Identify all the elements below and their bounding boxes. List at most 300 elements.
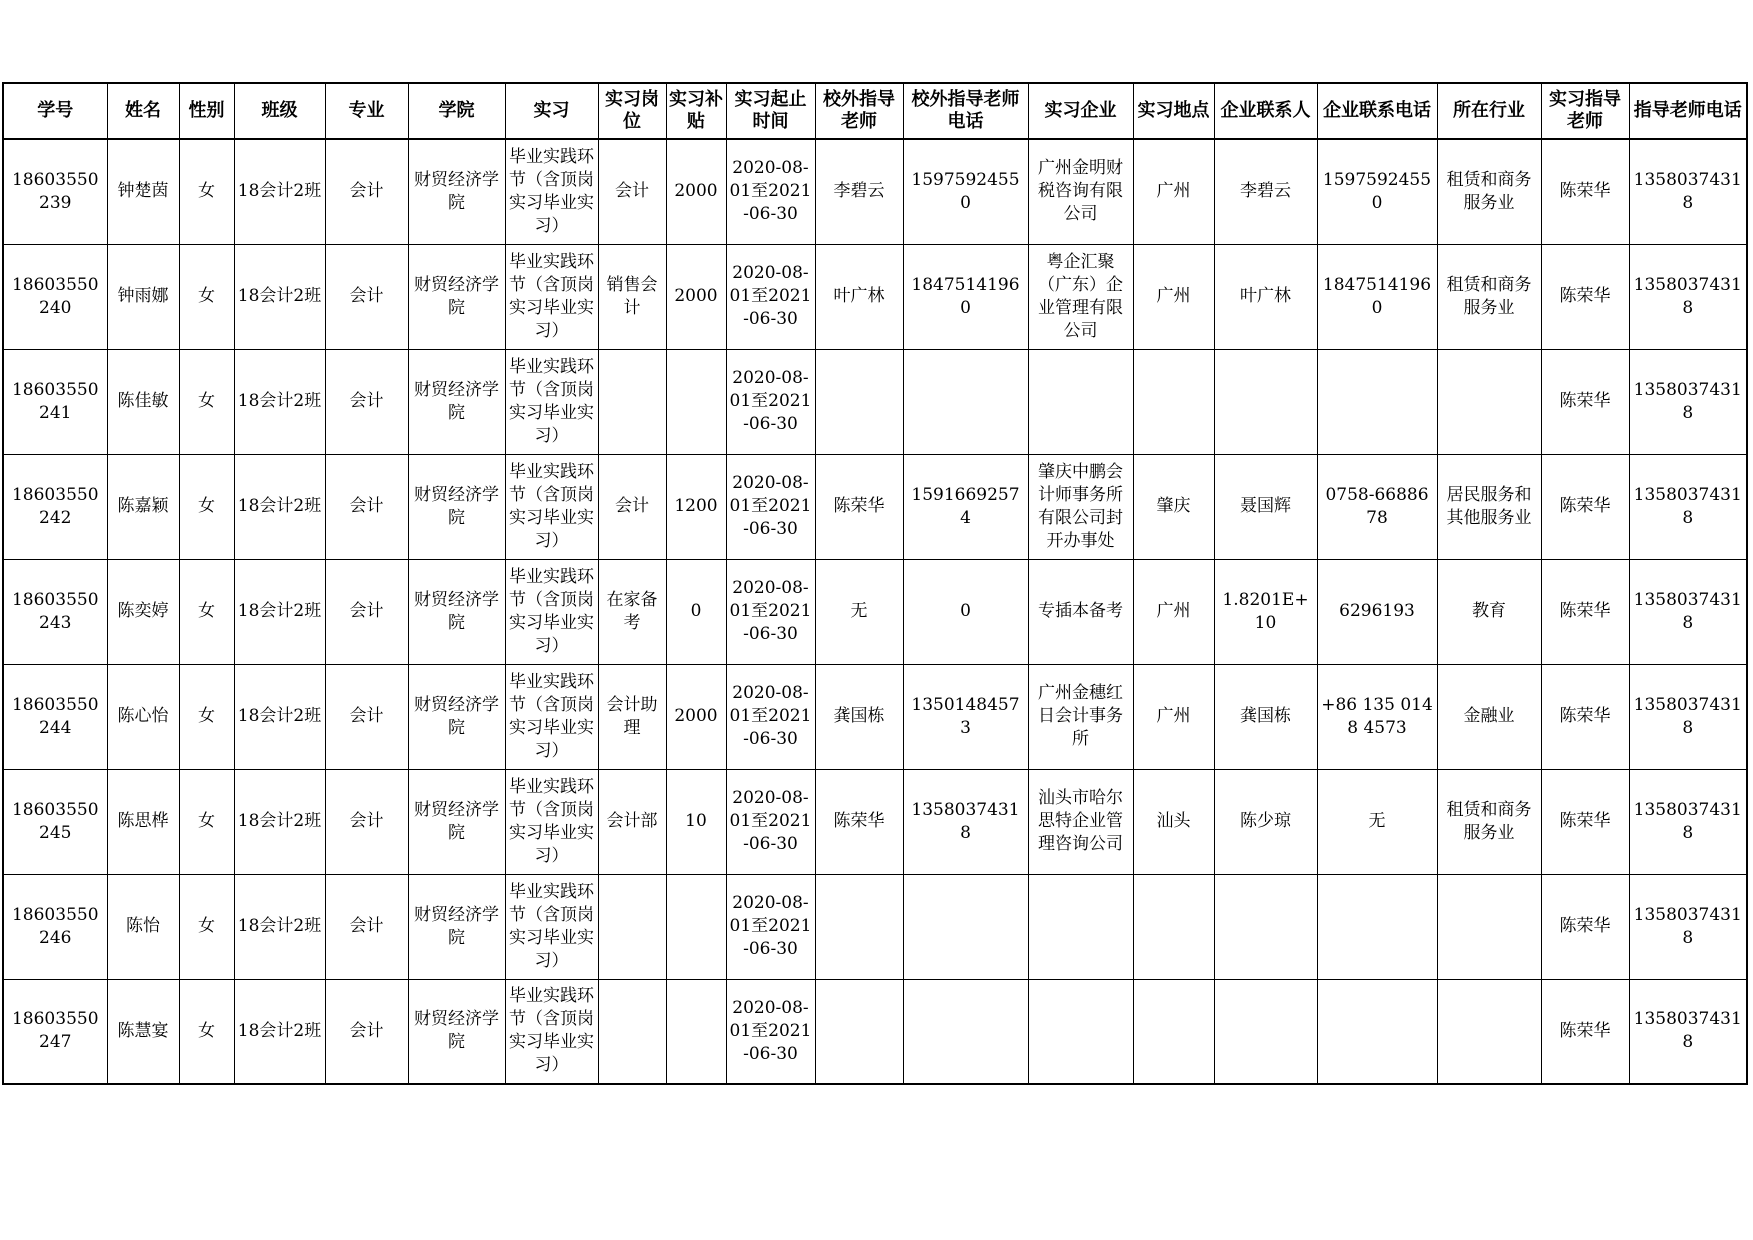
mentor-cell xyxy=(1541,979,1629,1084)
col-header-contact-phone: 企业联系电话 xyxy=(1317,83,1437,139)
student-id-cell-text: 18603550244 xyxy=(11,694,99,738)
internship-cell-text: 毕业实践环节（含顶岗实习毕业实习） xyxy=(509,566,594,656)
col-header-student-id: 学号 xyxy=(3,83,107,139)
class-cell-text: 18会计2班 xyxy=(237,1020,322,1041)
mentor-phone-cell xyxy=(1629,244,1747,349)
position-cell-text: 会计 xyxy=(615,181,649,202)
subsidy-cell-text: 2000 xyxy=(674,286,718,306)
college-cell-text: 财贸经济学院 xyxy=(414,484,499,528)
industry-cell xyxy=(1437,664,1541,769)
table-row xyxy=(3,244,1747,349)
period-cell-text: 2020-08-01至2021-06-30 xyxy=(729,473,812,539)
col-header-major: 专业 xyxy=(325,83,408,139)
name-cell-text: 陈慧宴 xyxy=(117,1020,169,1041)
ext-mentor-phone-cell xyxy=(903,454,1028,559)
mentor-cell-text: 陈荣华 xyxy=(1559,706,1611,726)
mentor-phone-cell xyxy=(1629,664,1747,769)
company-cell xyxy=(1028,139,1133,244)
mentor-phone-cell xyxy=(1629,349,1747,454)
college-cell xyxy=(408,349,505,454)
class-cell xyxy=(234,664,325,769)
ext-mentor-cell-text: 无 xyxy=(850,601,868,621)
subsidy-cell xyxy=(666,664,726,769)
ext-mentor-phone-cell xyxy=(903,349,1028,454)
college-cell xyxy=(408,979,505,1084)
location-cell xyxy=(1133,664,1214,769)
table-row xyxy=(3,139,1747,244)
company-cell-text: 广州金明财税咨询有限公司 xyxy=(1038,158,1123,225)
mentor-cell-text: 陈荣华 xyxy=(1559,601,1611,621)
col-header-ext-mentor-phone: 校外指导老师电话 xyxy=(903,83,1028,139)
table-row xyxy=(3,769,1747,874)
gender-cell xyxy=(179,874,234,979)
ext-mentor-cell xyxy=(815,349,903,454)
ext-mentor-cell-text: 陈荣华 xyxy=(833,496,885,516)
ext-mentor-phone-cell-text: 15975924550 xyxy=(911,169,1020,213)
subsidy-cell xyxy=(666,244,726,349)
name-cell-text: 陈嘉颖 xyxy=(117,496,169,516)
ext-mentor-phone-cell xyxy=(903,244,1028,349)
major-cell-text: 会计 xyxy=(349,391,384,411)
location-cell xyxy=(1133,979,1214,1084)
mentor-phone-cell-text: 13580374318 xyxy=(1633,589,1742,633)
position-cell-text: 会计助理 xyxy=(606,694,658,738)
student-id-cell xyxy=(3,874,107,979)
company-cell xyxy=(1028,349,1133,454)
internship-cell-text: 毕业实践环节（含顶岗实习毕业实习） xyxy=(509,881,594,971)
ext-mentor-phone-cell-text: 15916692574 xyxy=(911,484,1020,528)
gender-cell-text: 女 xyxy=(198,496,215,516)
college-cell-text: 财贸经济学院 xyxy=(414,274,499,318)
company-cell xyxy=(1028,559,1133,664)
college-cell xyxy=(408,454,505,559)
industry-cell-text: 租赁和商务服务业 xyxy=(1446,799,1532,843)
mentor-phone-cell-text: 13580374318 xyxy=(1633,379,1742,423)
table-row xyxy=(3,979,1747,1084)
mentor-cell xyxy=(1541,559,1629,664)
internship-cell xyxy=(505,769,598,874)
student-id-cell xyxy=(3,139,107,244)
name-cell xyxy=(107,244,179,349)
industry-cell xyxy=(1437,979,1541,1084)
contact-phone-cell xyxy=(1317,559,1437,664)
contact-phone-cell xyxy=(1317,979,1437,1084)
industry-cell xyxy=(1437,559,1541,664)
table-row xyxy=(3,349,1747,454)
mentor-phone-cell xyxy=(1629,769,1747,874)
mentor-cell xyxy=(1541,664,1629,769)
subsidy-cell xyxy=(666,979,726,1084)
major-cell xyxy=(325,244,408,349)
name-cell xyxy=(107,139,179,244)
college-cell xyxy=(408,139,505,244)
industry-cell xyxy=(1437,349,1541,454)
period-cell-text: 2020-08-01至2021-06-30 xyxy=(729,578,812,644)
ext-mentor-phone-cell xyxy=(903,769,1028,874)
col-header-company: 实习企业 xyxy=(1028,83,1133,139)
major-cell xyxy=(325,559,408,664)
location-cell xyxy=(1133,874,1214,979)
name-cell xyxy=(107,769,179,874)
subsidy-cell-text: 1200 xyxy=(674,496,718,516)
col-header-mentor-phone: 指导老师电话 xyxy=(1629,83,1747,139)
col-header-college: 学院 xyxy=(408,83,505,139)
location-cell-text: 广州 xyxy=(1156,706,1191,726)
name-cell-text: 钟楚茵 xyxy=(117,181,169,202)
internship-cell xyxy=(505,454,598,559)
industry-cell-text: 租赁和商务服务业 xyxy=(1446,169,1532,213)
company-cell xyxy=(1028,454,1133,559)
location-cell xyxy=(1133,769,1214,874)
class-cell xyxy=(234,244,325,349)
ext-mentor-phone-cell xyxy=(903,874,1028,979)
student-id-cell-text: 18603550245 xyxy=(11,799,99,843)
period-cell-text: 2020-08-01至2021-06-30 xyxy=(729,158,812,225)
subsidy-cell-text: 2000 xyxy=(674,706,718,726)
position-cell xyxy=(598,139,666,244)
position-cell xyxy=(598,664,666,769)
period-cell-text: 2020-08-01至2021-06-30 xyxy=(729,263,812,329)
student-id-cell-text: 18603550242 xyxy=(11,484,99,528)
gender-cell-text: 女 xyxy=(198,181,215,202)
mentor-phone-cell xyxy=(1629,874,1747,979)
subsidy-cell xyxy=(666,769,726,874)
company-cell-text: 广州金穗红日会计事务所 xyxy=(1038,683,1123,749)
student-id-cell xyxy=(3,979,107,1084)
ext-mentor-phone-cell xyxy=(903,664,1028,769)
major-cell xyxy=(325,454,408,559)
period-cell-text: 2020-08-01至2021-06-30 xyxy=(729,997,812,1064)
industry-cell xyxy=(1437,244,1541,349)
internship-cell xyxy=(505,874,598,979)
company-cell xyxy=(1028,244,1133,349)
internship-cell-text: 毕业实践环节（含顶岗实习毕业实习） xyxy=(509,776,594,866)
col-header-mentor: 实习指导老师 xyxy=(1541,83,1629,139)
period-cell xyxy=(726,979,815,1084)
location-cell-text: 广州 xyxy=(1156,181,1191,202)
major-cell xyxy=(325,874,408,979)
period-cell xyxy=(726,349,815,454)
industry-cell xyxy=(1437,139,1541,244)
mentor-phone-cell-text: 13580374318 xyxy=(1633,484,1742,528)
position-cell xyxy=(598,979,666,1084)
mentor-phone-cell-text: 13580374318 xyxy=(1633,799,1742,843)
position-cell-text: 在家备考 xyxy=(606,589,658,633)
name-cell xyxy=(107,454,179,559)
company-cell xyxy=(1028,769,1133,874)
major-cell-text: 会计 xyxy=(349,1020,384,1041)
location-cell-text: 肇庆 xyxy=(1156,496,1191,516)
contact-phone-cell xyxy=(1317,349,1437,454)
contact-cell xyxy=(1214,874,1317,979)
mentor-phone-cell-text: 13580374318 xyxy=(1633,274,1742,318)
contact-phone-cell-text: 18475141960 xyxy=(1322,274,1432,318)
col-header-class: 班级 xyxy=(234,83,325,139)
ext-mentor-cell xyxy=(815,874,903,979)
location-cell-text: 广州 xyxy=(1156,601,1191,621)
student-id-cell xyxy=(3,559,107,664)
major-cell xyxy=(325,139,408,244)
major-cell xyxy=(325,769,408,874)
contact-cell xyxy=(1214,769,1317,874)
class-cell xyxy=(234,979,325,1084)
class-cell xyxy=(234,769,325,874)
college-cell xyxy=(408,559,505,664)
ext-mentor-cell-text: 陈荣华 xyxy=(833,811,885,831)
contact-phone-cell xyxy=(1317,244,1437,349)
subsidy-cell-text: 10 xyxy=(685,811,707,831)
student-id-cell xyxy=(3,664,107,769)
student-id-cell xyxy=(3,769,107,874)
period-cell-text: 2020-08-01至2021-06-30 xyxy=(729,683,812,749)
internship-cell xyxy=(505,664,598,769)
contact-phone-cell xyxy=(1317,139,1437,244)
ext-mentor-phone-cell-text: 0 xyxy=(960,601,971,621)
student-id-cell xyxy=(3,454,107,559)
mentor-phone-cell-text: 13580374318 xyxy=(1633,1009,1742,1053)
internship-cell-text: 毕业实践环节（含顶岗实习毕业实习） xyxy=(509,671,594,761)
college-cell-text: 财贸经济学院 xyxy=(414,904,499,948)
name-cell-text: 陈奕婷 xyxy=(117,601,169,621)
industry-cell-text: 教育 xyxy=(1472,601,1506,621)
period-cell-text: 2020-08-01至2021-06-30 xyxy=(729,788,812,854)
location-cell xyxy=(1133,349,1214,454)
ext-mentor-phone-cell xyxy=(903,559,1028,664)
header-row xyxy=(3,83,1747,139)
mentor-phone-cell xyxy=(1629,139,1747,244)
industry-cell xyxy=(1437,454,1541,559)
contact-cell xyxy=(1214,979,1317,1084)
gender-cell-text: 女 xyxy=(198,916,215,936)
college-cell xyxy=(408,769,505,874)
class-cell xyxy=(234,559,325,664)
class-cell-text: 18会计2班 xyxy=(237,706,322,726)
subsidy-cell xyxy=(666,349,726,454)
contact-phone-cell xyxy=(1317,874,1437,979)
company-cell-text: 粤企汇聚（广东）企业管理有限公司 xyxy=(1038,251,1123,341)
ext-mentor-cell xyxy=(815,559,903,664)
contact-phone-cell-text: +86 135 0148 4573 xyxy=(1321,694,1433,738)
internship-cell xyxy=(505,139,598,244)
contact-cell xyxy=(1214,244,1317,349)
name-cell-text: 陈思桦 xyxy=(117,811,169,831)
name-cell xyxy=(107,874,179,979)
contact-cell xyxy=(1214,349,1317,454)
mentor-cell-text: 陈荣华 xyxy=(1559,916,1611,936)
mentor-cell xyxy=(1541,454,1629,559)
contact-phone-cell xyxy=(1317,454,1437,559)
location-cell xyxy=(1133,244,1214,349)
company-cell xyxy=(1028,874,1133,979)
major-cell xyxy=(325,349,408,454)
name-cell-text: 陈怡 xyxy=(126,916,160,936)
internship-cell-text: 毕业实践环节（含顶岗实习毕业实习） xyxy=(509,356,594,446)
ext-mentor-phone-cell xyxy=(903,979,1028,1084)
mentor-cell xyxy=(1541,769,1629,874)
table-row xyxy=(3,559,1747,664)
position-cell xyxy=(598,349,666,454)
student-id-cell-text: 18603550246 xyxy=(11,904,99,948)
student-id-cell-text: 18603550239 xyxy=(11,169,99,213)
mentor-cell-text: 陈荣华 xyxy=(1559,391,1611,411)
mentor-cell-text: 陈荣华 xyxy=(1559,496,1611,516)
internship-cell xyxy=(505,244,598,349)
ext-mentor-phone-cell-text: 13501484573 xyxy=(911,694,1020,738)
college-cell-text: 财贸经济学院 xyxy=(414,379,499,423)
class-cell-text: 18会计2班 xyxy=(237,496,322,516)
internship-cell-text: 毕业实践环节（含顶岗实习毕业实习） xyxy=(509,461,594,551)
internship-cell xyxy=(505,979,598,1084)
period-cell xyxy=(726,769,815,874)
major-cell-text: 会计 xyxy=(349,916,384,936)
col-header-position: 实习岗位 xyxy=(598,83,666,139)
class-cell xyxy=(234,139,325,244)
class-cell-text: 18会计2班 xyxy=(237,181,322,202)
student-id-cell xyxy=(3,244,107,349)
internship-cell-text: 毕业实践环节（含顶岗实习毕业实习） xyxy=(509,251,594,341)
gender-cell-text: 女 xyxy=(198,391,215,411)
col-header-gender: 性别 xyxy=(179,83,234,139)
mentor-cell xyxy=(1541,139,1629,244)
gender-cell-text: 女 xyxy=(198,811,215,831)
name-cell xyxy=(107,664,179,769)
company-cell-text: 肇庆中鹏会计师事务所有限公司封开办事处 xyxy=(1038,461,1123,551)
period-cell-text: 2020-08-01至2021-06-30 xyxy=(729,893,812,959)
col-header-internship: 实习 xyxy=(505,83,598,139)
gender-cell xyxy=(179,244,234,349)
gender-cell-text: 女 xyxy=(198,1020,215,1041)
period-cell xyxy=(726,664,815,769)
industry-cell xyxy=(1437,769,1541,874)
major-cell-text: 会计 xyxy=(349,286,384,306)
ext-mentor-cell-text: 叶广林 xyxy=(833,286,885,306)
position-cell-text: 销售会计 xyxy=(606,274,658,318)
ext-mentor-cell xyxy=(815,769,903,874)
contact-cell xyxy=(1214,559,1317,664)
class-cell-text: 18会计2班 xyxy=(237,601,322,621)
ext-mentor-cell xyxy=(815,664,903,769)
industry-cell xyxy=(1437,874,1541,979)
position-cell xyxy=(598,874,666,979)
contact-cell-text: 叶广林 xyxy=(1240,286,1291,306)
location-cell xyxy=(1133,139,1214,244)
student-id-cell-text: 18603550247 xyxy=(11,1009,99,1053)
col-header-location: 实习地点 xyxy=(1133,83,1214,139)
major-cell-text: 会计 xyxy=(349,181,384,202)
col-header-name: 姓名 xyxy=(107,83,179,139)
major-cell-text: 会计 xyxy=(349,496,384,516)
company-cell-text: 汕头市哈尔思特企业管理咨询公司 xyxy=(1038,788,1123,854)
name-cell-text: 陈心怡 xyxy=(117,706,169,726)
college-cell-text: 财贸经济学院 xyxy=(414,169,499,213)
name-cell xyxy=(107,349,179,454)
position-cell xyxy=(598,559,666,664)
major-cell-text: 会计 xyxy=(349,706,384,726)
contact-phone-cell-text: 15975924550 xyxy=(1322,169,1432,213)
col-header-contact: 企业联系人 xyxy=(1214,83,1317,139)
contact-cell-text: 龚国栋 xyxy=(1240,706,1291,726)
gender-cell xyxy=(179,139,234,244)
subsidy-cell xyxy=(666,454,726,559)
student-id-cell-text: 18603550240 xyxy=(11,274,99,318)
contact-cell-text: 聂国辉 xyxy=(1240,496,1291,516)
col-header-subsidy: 实习补贴 xyxy=(666,83,726,139)
college-cell-text: 财贸经济学院 xyxy=(414,1009,499,1053)
mentor-phone-cell-text: 13580374318 xyxy=(1633,169,1742,213)
class-cell xyxy=(234,349,325,454)
contact-phone-cell-text: 0758-6688678 xyxy=(1325,484,1429,528)
contact-cell xyxy=(1214,664,1317,769)
ext-mentor-phone-cell-text: 18475141960 xyxy=(911,274,1020,318)
college-cell xyxy=(408,244,505,349)
table-row xyxy=(3,874,1747,979)
industry-cell-text: 居民服务和其他服务业 xyxy=(1446,484,1532,528)
ext-mentor-phone-cell-text: 13580374318 xyxy=(911,799,1020,843)
ext-mentor-cell-text: 李碧云 xyxy=(833,181,885,202)
contact-phone-cell-text: 无 xyxy=(1368,811,1386,831)
table-row xyxy=(3,454,1747,559)
contact-phone-cell xyxy=(1317,664,1437,769)
company-cell-text: 专插本备考 xyxy=(1038,601,1123,621)
internship-cell xyxy=(505,349,598,454)
college-cell-text: 财贸经济学院 xyxy=(414,799,499,843)
mentor-cell-text: 陈荣华 xyxy=(1559,181,1611,202)
name-cell xyxy=(107,559,179,664)
ext-mentor-cell-text: 龚国栋 xyxy=(833,706,885,726)
col-header-ext-mentor: 校外指导老师 xyxy=(815,83,903,139)
contact-cell xyxy=(1214,139,1317,244)
subsidy-cell xyxy=(666,874,726,979)
ext-mentor-cell xyxy=(815,244,903,349)
class-cell xyxy=(234,454,325,559)
mentor-phone-cell xyxy=(1629,559,1747,664)
position-cell xyxy=(598,244,666,349)
location-cell-text: 广州 xyxy=(1156,286,1191,306)
mentor-cell-text: 陈荣华 xyxy=(1559,1020,1611,1041)
mentor-cell-text: 陈荣华 xyxy=(1559,811,1611,831)
mentor-phone-cell-text: 13580374318 xyxy=(1633,694,1742,738)
mentor-phone-cell xyxy=(1629,979,1747,1084)
industry-cell-text: 金融业 xyxy=(1463,706,1515,726)
gender-cell xyxy=(179,349,234,454)
position-cell-text: 会计 xyxy=(615,496,649,516)
contact-cell-text: 李碧云 xyxy=(1240,181,1291,202)
name-cell-text: 钟雨娜 xyxy=(117,286,169,306)
internship-cell-text: 毕业实践环节（含顶岗实习毕业实习） xyxy=(509,146,594,236)
ext-mentor-cell xyxy=(815,979,903,1084)
student-id-cell xyxy=(3,349,107,454)
student-id-cell-text: 18603550241 xyxy=(11,379,99,423)
gender-cell xyxy=(179,454,234,559)
subsidy-cell-text: 0 xyxy=(690,601,702,621)
college-cell-text: 财贸经济学院 xyxy=(414,694,499,738)
mentor-cell xyxy=(1541,244,1629,349)
class-cell xyxy=(234,874,325,979)
name-cell xyxy=(107,979,179,1084)
mentor-cell xyxy=(1541,349,1629,454)
table-row xyxy=(3,664,1747,769)
gender-cell xyxy=(179,979,234,1084)
industry-cell-text: 租赁和商务服务业 xyxy=(1446,274,1532,318)
period-cell xyxy=(726,244,815,349)
college-cell-text: 财贸经济学院 xyxy=(414,589,499,633)
contact-phone-cell-text: 6296193 xyxy=(1339,601,1415,621)
ext-mentor-cell xyxy=(815,139,903,244)
contact-cell xyxy=(1214,454,1317,559)
gender-cell xyxy=(179,664,234,769)
company-cell xyxy=(1028,979,1133,1084)
subsidy-cell xyxy=(666,139,726,244)
